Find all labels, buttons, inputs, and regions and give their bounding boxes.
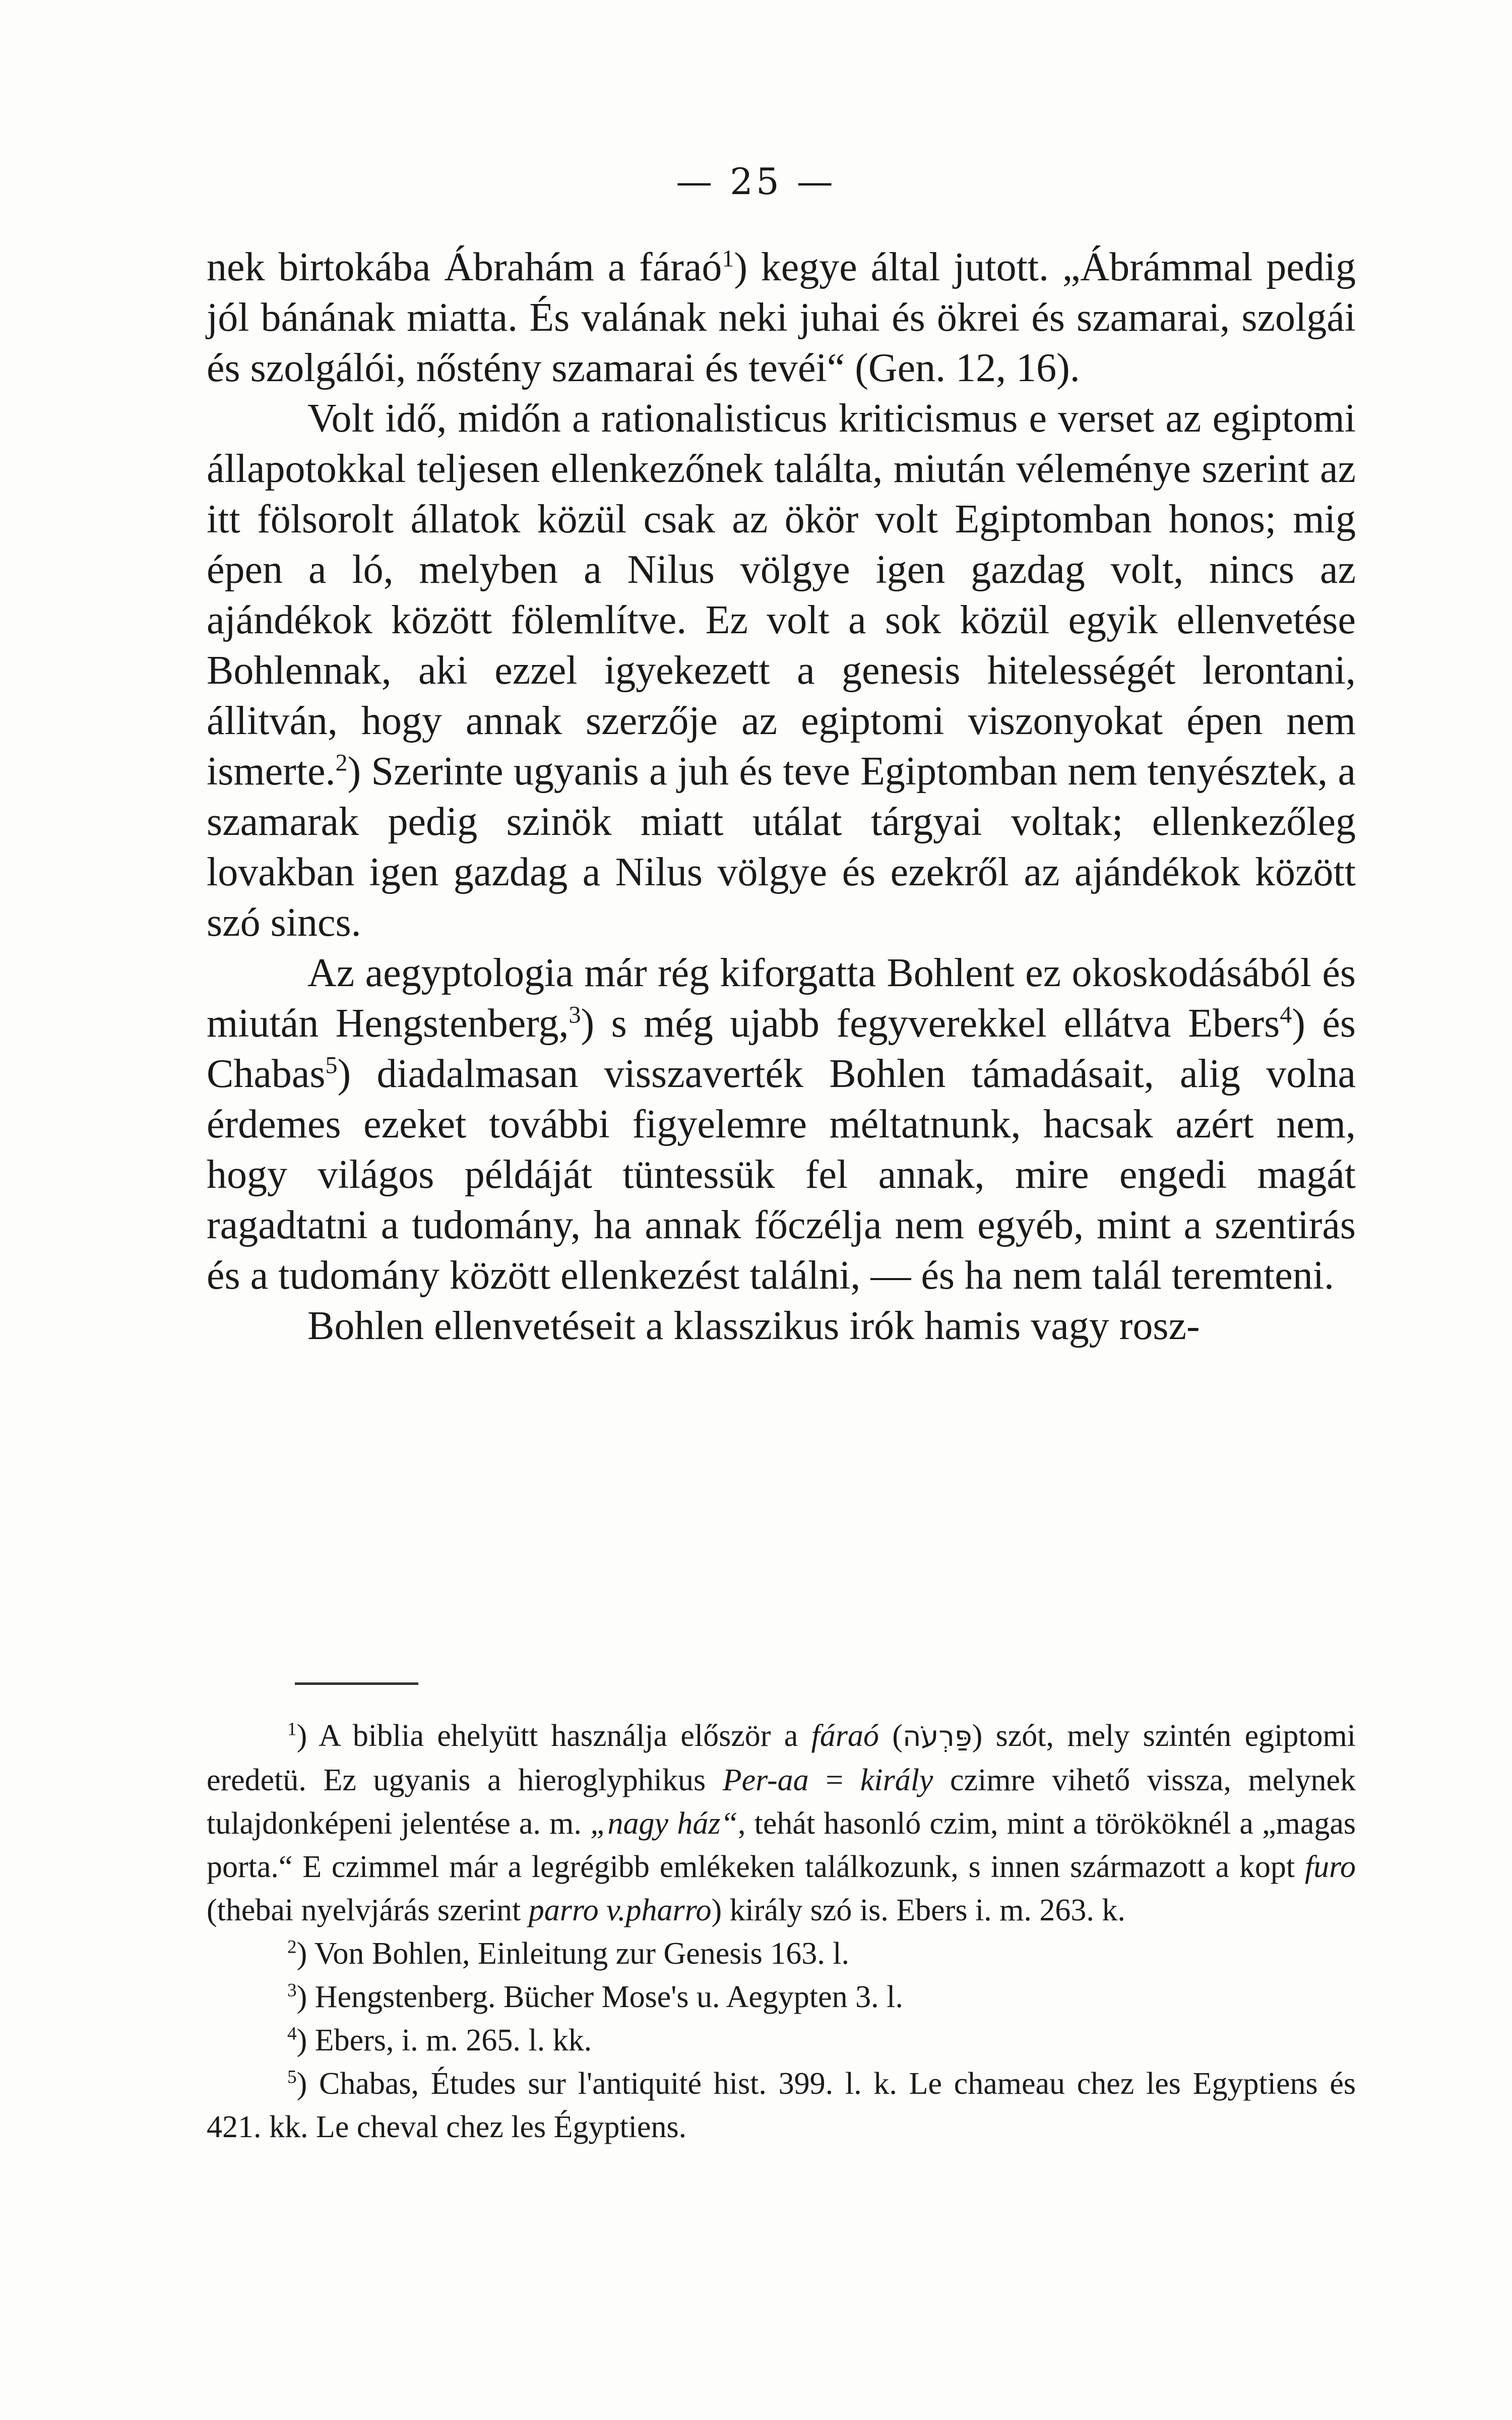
footnote-1-text-c: czimre vihető vissza, melynek tulajdonképeni jelentése a. m. [207,1763,1356,1841]
footnote-1-kiraly: király [860,1763,933,1797]
footnote-ref-3: 3 [569,1001,581,1028]
paragraph-2 [207,393,1356,948]
footnote-5-number: 5 [287,2067,297,2088]
paragraph-3-text-c: ) és Chabas [207,1001,1356,1096]
footnote-1-text-e: (thebai nyelvjárás szerint [207,1893,529,1927]
footnote-1-paren: ( [878,1719,903,1753]
footnote-1-farao: fáraó [811,1719,879,1753]
footnote-5-text: ) Chabas, Études sur l'antiquité hist. 399. l. k. Le chameau chez les Egyptiens és 421. kk. Le cheval chez les Égyptiens. [207,2067,1356,2144]
paragraph-3-text-a: Az aegyptologia már rég kiforgatta Bohlent ez okoskodásából és miután Hengstenberg, [207,951,1356,1046]
footnote-1-parro: parro v.pharro [528,1893,712,1927]
paragraph-1-text-rest: ) kegye által jutott. „Ábrámmal pedig jól bánának miatta. És valának neki juhai és ökrei és szamarai, szolgái és szolgálói, nőstény szamarai és tevéi“ (Gen. 12, 16). [207,245,1356,390]
footnote-1-number: 1 [287,1719,297,1740]
footnote-1-hebrew-word: פַּרְעֹה [902,1720,972,1753]
body-text [207,242,1356,1351]
paragraph-3 [207,948,1356,1301]
footnote-1-per-aa: Per-aa [722,1763,809,1797]
paragraph-1 [207,242,1356,393]
footnote-1-equals: = [808,1763,860,1797]
footnote-ref-1: 1 [722,245,734,272]
footnote-1-text-f: ) király szó is. Ebers i. m. 263. k. [711,1893,1125,1927]
paragraph-3-text-d: ) diadalmasan visszaverték Bohlen támadásait, alig volna érdemes ezeket további figyelemre méltatnunk, hacsak azért nem, hogy világos példáját tüntessük fel annak, mire engedi magát ragadtatni a tudomány, ha annak főczélja nem egyéb, mint a szentirás és a tudomány között ellenkezést találni, — és ha nem talál teremteni. [207,1052,1356,1298]
footnote-3-text: ) Hengstenberg. Bücher Mose's u. Aegypten 3. l. [296,1980,903,2014]
footnote-4 [207,2019,1356,2062]
paragraph-3-text-b: ) s még ujabb fegyverekkel ellátva Ebers [581,1001,1280,1046]
footnote-ref-4: 4 [1280,1001,1292,1028]
footnote-2-number: 2 [287,1937,297,1958]
footnote-5 [207,2062,1356,2149]
footnote-1-text-b: ) szót, mely szintén egiptomi eredetü. Ez ugyanis a hieroglyphikus [207,1719,1356,1797]
paragraph-2-text-a: Volt idő, midőn a rationalisticus kriticismus e verset az egiptomi állapotokkal teljesen ellenkezőnek találta, miután véleménye szerint az itt fölsorolt állatok közül csak az ökör volt Egiptomban honos; mig épen a ló, melyben a Nilus völgye igen gazdag volt, nincs az ajándékok között fölemlítve. Ez volt a sok közül egyik ellenvetése Bohlennak, aki ezzel igyekezett a genesis hitelességét lerontani, állitván, hogy annak szerzője az egiptomi viszonyokat épen nem ismerte. [207,396,1356,794]
footnote-1-text: ) A biblia ehelyütt használja először a [296,1719,811,1753]
footnote-3-number: 3 [287,1980,297,2001]
footnote-ref-2: 2 [335,749,348,776]
footnote-separator [295,1682,418,1685]
footnote-1 [207,1714,1356,1932]
footnote-ref-5: 5 [325,1052,338,1079]
footnote-1-furo: furo [1304,1850,1356,1884]
paragraph-2-text-b: ) Szerinte ugyanis a juh és teve Egiptomban nem tenyésztek, a szamarak pedig szinök miatt utálat tárgyai voltak; ellenkezőleg lovakban igen gazdag a Nilus völgye és ezekről az ajándékok között szó sincs. [207,749,1356,945]
footnote-2-text: ) Von Bohlen, Einleitung zur Genesis 163. l. [296,1937,849,1971]
page-number: — 25 — [676,160,836,203]
paragraph-4 [207,1301,1356,1351]
paragraph-4-text: Bohlen ellenvetéseit a klasszikus irók hamis vagy rosz- [307,1304,1200,1348]
footnote-2 [207,1932,1356,1975]
footnote-1-text-d: , tehát hasonló czim, mint a törököknél a „magas porta.“ E czimmel már a legrégibb emlékeken találkozunk, s innen származott a kopt [207,1806,1356,1884]
footnote-4-number: 4 [287,2023,297,2044]
footnote-1-nagy-haz: „nagy ház“ [590,1806,738,1841]
footnote-3 [207,1975,1356,2019]
footnotes [207,1714,1356,2149]
paragraph-1-text: nek birtokába Ábrahám a fáraó [207,245,722,289]
footnote-4-text: ) Ebers, i. m. 265. l. kk. [296,2023,592,2058]
